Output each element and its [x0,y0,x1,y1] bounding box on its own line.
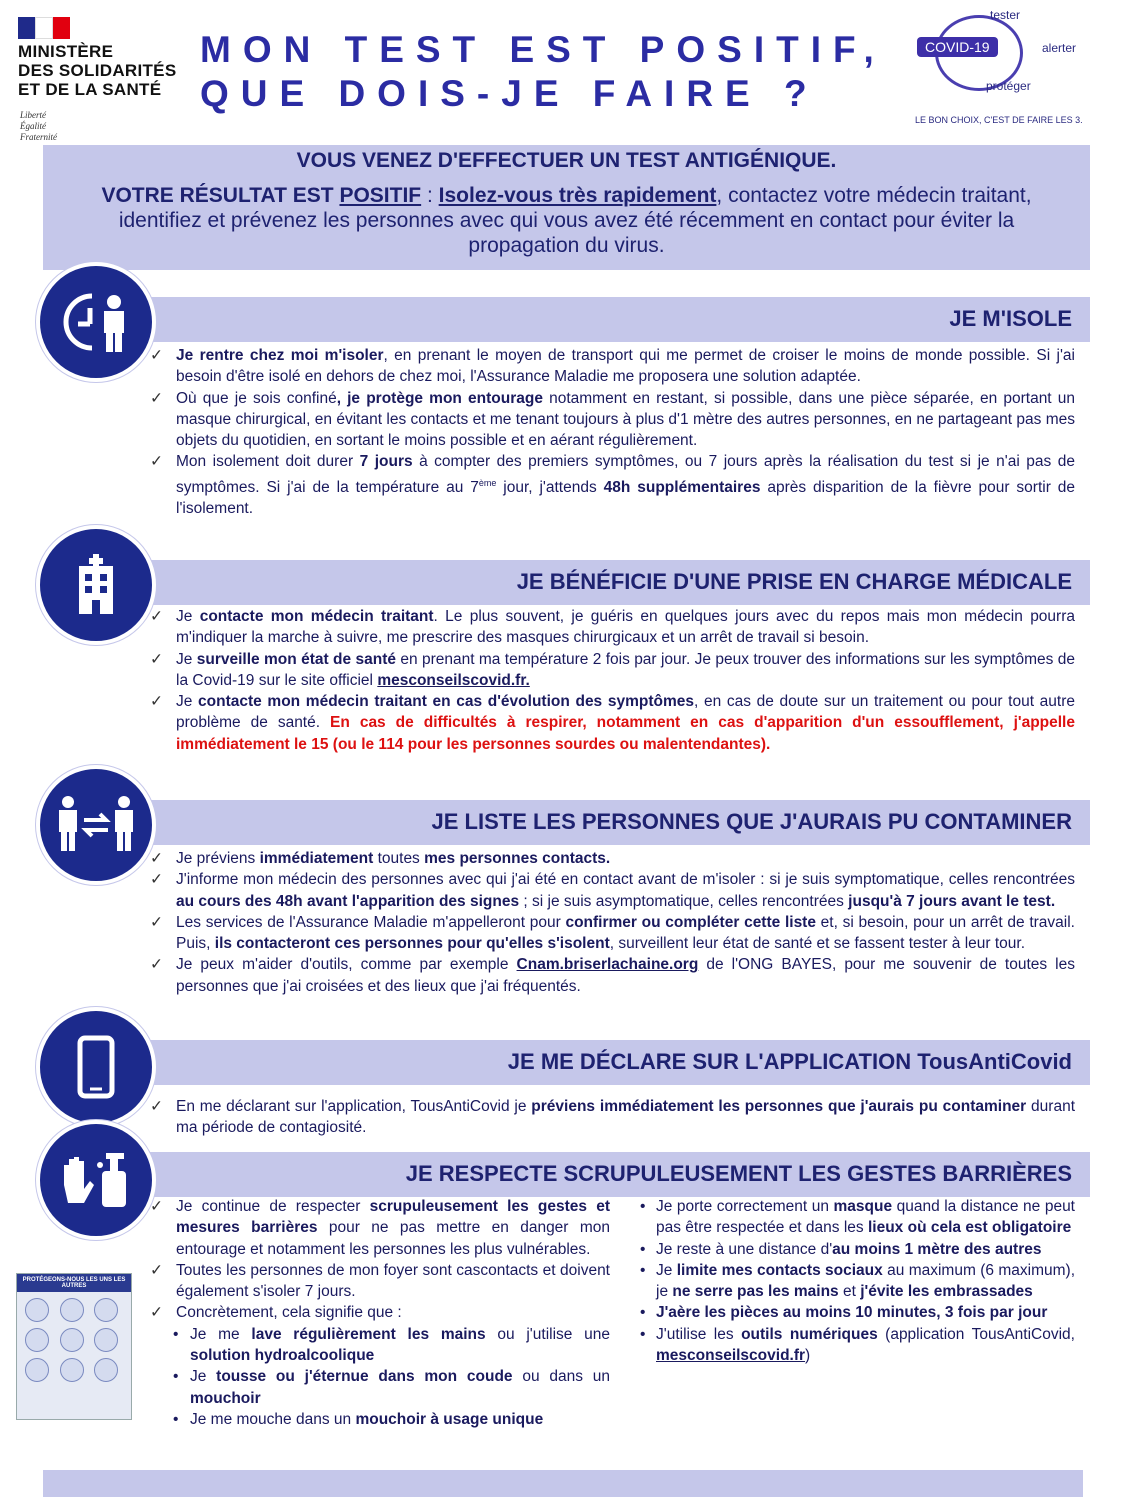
emph: lave régulièrement les mains [251,1325,486,1343]
sub-item [640,1302,1075,1323]
text: Mon isolement doit durer [176,453,360,471]
text: notamment en restant, si possible, dans une pièce séparée, en portant un masque chirurgical, en évitant les contacts et me tenant toujours à plus d'1 mètre des autres personnes, en ne partageant pas mes objets du quotidien, en sortant le moins possible et en aérant régulièrement. [176,389,1075,450]
emph: 7 jours [359,453,413,471]
emph: mes personnes contacts. [424,850,611,867]
list-item [150,451,1075,519]
text: à compter des premiers symptômes, ou 7 jours après la réalisation du test si je n'ai pas de symptômes. Si j'ai de la température au 7 [176,453,1075,496]
emph: préviens immédiatement les personnes que j'aurais pu contaminer [531,1098,1027,1115]
bullet: • [640,1198,646,1215]
text: , en cas de doute sur un traitement ou pour tout autre problème de santé. [176,693,1076,732]
emph: solution hydroalcoolique [190,1347,375,1365]
intro-positive: POSITIF [339,184,422,207]
list-item [150,848,1075,869]
poster-icon [60,1328,84,1352]
check-icon: ✓ [150,347,163,364]
section-bar-contacts [100,800,1090,845]
text: au maximum (6 maximum), je [656,1261,1075,1301]
text: et [838,1283,861,1301]
section-heading: JE RESPECTE SCRUPULEUSEMENT LES GESTES BARRIÈRES [405,1161,1072,1186]
bullet: • [640,1325,646,1343]
section-bar-barriers [100,1152,1090,1197]
ministry-line: ET DE LA SANTÉ [18,80,162,99]
emph: tousse ou j'éternue dans mon coude [216,1368,513,1386]
text: Je [176,650,197,668]
text: Concrètement, cela signifie que : [176,1304,402,1322]
text: pour ne pas mettre en danger mon entourage et notamment les personnes les plus vulnérables. [176,1219,611,1258]
emph: mouchoir [190,1389,261,1407]
list-item [150,1260,610,1303]
bullet: • [173,1410,179,1428]
text: Je peux m'aider d'outils, comme par exemple [176,956,517,974]
emph: ils contacteront ces personnes pour qu'elles s'isolent [214,935,610,953]
text: quand la distance ne peut pas être respectée et dans les [656,1198,1075,1237]
tester-alerter-proteger-logo [910,5,1110,95]
check-icon: ✓ [150,850,163,867]
logo-tester: tester [990,8,1021,22]
text: Je continue de respecter [176,1198,370,1215]
intro-text [93,183,1040,258]
list-item [150,912,1075,955]
intro-banner [43,145,1090,270]
text: J'utilise les [656,1325,742,1343]
emph: lieux où cela est obligatoire [867,1219,1072,1237]
text: durant ma période de contagiosité. [176,1098,1075,1137]
sub-item [150,1324,610,1367]
text: Je porte correctement un [656,1198,834,1215]
text: toutes [373,850,425,867]
text: En me déclarant sur l'application, TousAntiCovid je [176,1098,532,1115]
text: , en prenant le moyen de transport qui me permet de croiser le moins de monde possible. Si j'ai besoin d'être isolé en dehors de chez moi, l'Assurance Maladie me proposera une solution adaptée. [176,347,1075,386]
republic-motto [20,110,57,143]
emph: confirmer ou compléter cette liste [565,913,816,931]
section-bar-medical [100,560,1090,605]
text: Je reste à une distance d' [656,1240,833,1258]
text: Toutes les personnes de mon foyer sont cascontacts et doivent également s'isoler 7 jours. [176,1261,610,1301]
intro-rest: , contactez votre médecin traitant, identifiez et prévenez les personnes avec qui vous avez été récemment en contact pour éviter la propagation du virus. [118,184,1032,257]
list-item [150,691,1075,755]
logo-alerter: alerter [1042,41,1077,55]
check-icon: ✓ [150,871,163,889]
emph: , je protège mon entourage [336,389,543,407]
smartphone-icon [36,1007,156,1127]
check-icon: ✓ [150,1098,163,1115]
section-list-contacts [150,848,1075,997]
title-line-1: MON TEST EST POSITIF, [200,29,886,70]
text: J'informe mon médecin des personnes avec qui j'ai été en contact avant de m'isoler : si je suis symptomatique, celles rencontrées [176,871,1075,889]
text: Je [190,1368,217,1386]
section-list-medical [150,606,1075,755]
intro-colon: : [421,184,439,207]
hospital-icon [36,525,156,645]
section-heading: JE ME DÉCLARE SUR L'APPLICATION TousAntiCovid [507,1049,1072,1074]
intro-result-label: VOTRE RÉSULTAT EST [101,184,340,207]
section-list-app [150,1096,1075,1139]
title-line-2: QUE DOIS-JE FAIRE ? [200,73,819,114]
bullet: • [640,1261,646,1279]
superscript: ème [478,477,497,488]
section-heading: JE M'ISOLE [949,306,1072,331]
emph: jusqu'à 7 jours avant le test. [848,892,1056,910]
bullet: • [173,1325,179,1343]
text: , surveillent leur état de santé et se fassent tester à leur tour. [609,935,1026,953]
check-icon: ✓ [150,913,163,931]
poster-icons [17,1292,131,1388]
mesconseilscovid-link[interactable]: mesconseilscovid.fr. [377,671,530,689]
emph: scrupuleusement les gestes et mesures barrières [176,1198,610,1237]
motto-line: Liberté [20,110,46,120]
poster-icon [25,1358,49,1382]
text: Où que je sois confiné [176,389,337,407]
emph: contacte mon médecin traitant en cas d'évolution des symptômes [198,693,694,711]
ministry-line: MINISTÈRE [18,42,114,61]
check-icon: ✓ [150,956,163,974]
emph: 48h supplémentaires [603,478,761,496]
footer-bar [43,1470,1083,1497]
briserlachaine-link[interactable]: Cnam.briserlachaine.org [516,956,699,974]
poster-icon [60,1298,84,1322]
check-icon: ✓ [150,1304,163,1322]
check-icon: ✓ [150,650,163,668]
sub-item [150,1409,610,1430]
emph: surveille mon état de santé [196,650,396,668]
list-item [150,345,1075,388]
intro-isolate: Isolez-vous très rapidement [438,184,717,207]
poster-icon [25,1298,49,1322]
check-icon: ✓ [150,693,163,711]
text: ; si je suis asymptomatique, celles rencontrées [519,892,849,910]
bullet: • [640,1304,646,1322]
emph: outils numériques [741,1325,878,1343]
sub-item [150,1366,610,1409]
sub-item [640,1196,1075,1239]
text: (application TousAntiCovid, [877,1325,1075,1343]
clock-person-icon [36,262,156,382]
list-item [150,1196,610,1260]
text: Je [656,1261,677,1279]
logo-proteger: protéger [986,79,1031,93]
emph: mouchoir à usage unique [355,1410,544,1428]
sub-item [640,1324,1075,1367]
emph: ne serre pas les mains [672,1283,839,1301]
emph: limite mes contacts sociaux [676,1261,883,1279]
marianne-flag [18,17,70,39]
list-item [150,606,1075,649]
text: . Le plus souvent, je guéris en quelques jours avec du repos mais mon médecin pourra m'indiquer la marche à suivre, me prescrire des masques chirurgicaux et un arrêt de travail si besoin. [176,608,1075,647]
emph: masque [833,1198,893,1215]
sub-item [640,1239,1075,1260]
section-heading: JE BÉNÉFICIE D'UNE PRISE EN CHARGE MÉDICALE [516,569,1072,594]
poster-icon [94,1328,118,1352]
check-icon: ✓ [150,1261,163,1279]
emph: j'évite les embrassades [860,1283,1033,1301]
poster-icon [25,1328,49,1352]
emph: immédiatement [259,850,374,867]
ministry-name [18,42,176,99]
text: Je me mouche dans un [190,1410,356,1428]
barrier-gestures-poster [16,1273,132,1420]
check-icon: ✓ [150,608,163,625]
text: après disparition de la fièvre pour sortir de l'isolement. [176,478,1075,518]
text: Je [176,693,199,711]
bullet: • [640,1240,646,1258]
text: en prenant ma température 2 fois par jour. Je peux trouver des informations sur les symptômes de la Covid-19 sur le site officiel [176,650,1076,689]
text: Les services de l'Assurance Maladie m'appelleront pour [176,913,566,931]
motto-line: Fraternité [20,132,57,142]
logo-pill: COVID-19 [917,37,998,57]
emergency-warning: En cas de difficultés à respirer, notamment en cas d'apparition d'un essoufflement, j'appelle immédiatement le 15 (ou le 114 pour les personnes sourdes ou malentendantes). [176,714,1075,753]
check-icon: ✓ [150,1198,163,1215]
poster-title: PROTÉGEONS-NOUS LES UNS LES AUTRES [17,1274,131,1292]
list-item [150,869,1075,912]
list-item [150,954,1075,997]
text: Je préviens [176,850,260,867]
barriers-left-column [150,1196,610,1430]
emph: au moins 1 mètre des autres [832,1240,1042,1258]
motto-line: Égalité [20,121,46,131]
section-bar-app [100,1040,1090,1085]
emph: contacte mon médecin traitant [199,608,434,625]
poster-icon [94,1298,118,1322]
poster-icon [94,1358,118,1382]
check-icon: ✓ [150,453,163,471]
list-item [150,388,1075,452]
page-title [200,28,886,116]
mesconseilscovid-link[interactable]: mesconseilscovid.fr [656,1347,806,1365]
section-list-isolation [150,345,1075,520]
bullet: • [173,1368,179,1386]
list-item [150,649,1075,692]
ministry-line: DES SOLIDARITÉS [18,61,177,80]
text: Je me [190,1325,252,1343]
text: jour, j'attends [496,478,604,496]
sub-item [640,1260,1075,1303]
emph: au cours des 48h avant l'apparition des signes [176,892,520,910]
section-heading: JE LISTE LES PERSONNES QUE J'AURAIS PU CONTAMINER [431,809,1072,834]
emph: Je rentre chez moi m'isoler [176,347,384,364]
emph: J'aère les pièces au moins 10 minutes, 3 fois par jour [656,1304,1048,1322]
text: et, si besoin, pour un arrêt de travail. Puis, [176,913,1075,953]
check-icon: ✓ [150,389,163,407]
text: ou j'utilise une [485,1325,610,1343]
handwash-icon [36,1120,156,1240]
people-exchange-icon [36,765,156,885]
barriers-right-column [640,1196,1075,1366]
list-item [150,1302,610,1323]
intro-title: VOUS VENEZ D'EFFECTUER UN TEST ANTIGÉNIQUE. [296,149,837,172]
logo-tagline: LE BON CHOIX, C'EST DE FAIRE LES 3. [915,115,1083,125]
section-bar-isolation [100,297,1090,342]
list-item [150,1096,1075,1139]
poster-icon [60,1358,84,1382]
text: ) [805,1347,811,1365]
text: de l'ONG BAYES, pour me souvenir de toutes les personnes que j'ai croisées et des lieux que j'ai fréquentés. [176,956,1075,995]
text: ou dans un [512,1368,611,1386]
text: Je [176,608,200,625]
